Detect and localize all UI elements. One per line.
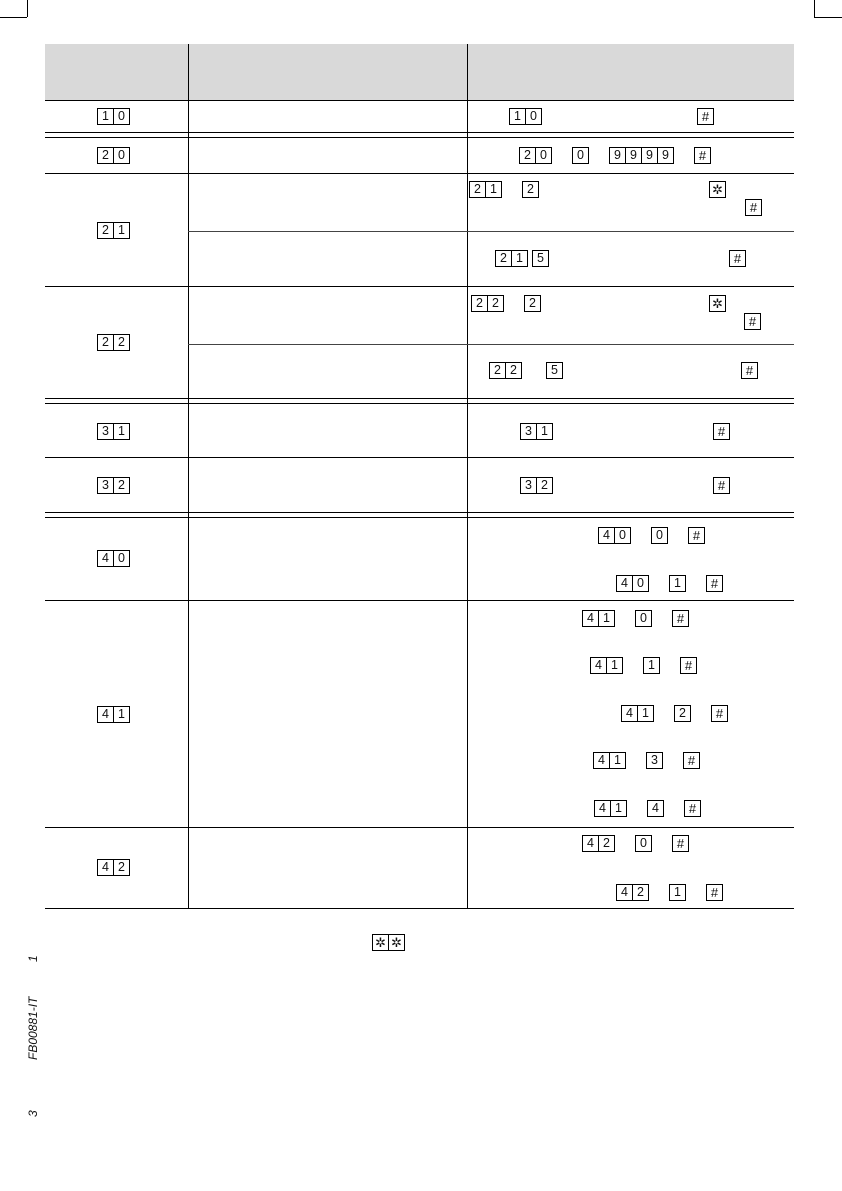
function-code [97,859,130,876]
digit-key: 9 [625,147,642,164]
function-code-group [97,423,130,440]
key-sequence [616,884,723,901]
sequence-keys-group [532,250,549,267]
key-sequence [594,800,701,817]
key-sequence [616,575,723,592]
hash-key-icon: # [680,657,697,674]
sequence-keys-group [674,705,691,722]
digit-key: 2 [522,181,539,198]
digit-key: 1 [97,108,114,125]
digit-key: 2 [97,147,114,164]
digit-key: 1 [609,752,626,769]
digit-key: 2 [674,705,691,722]
digit-key: 1 [669,575,686,592]
row-line [45,827,794,828]
sequence-keys-group [697,108,714,125]
key-sequence [509,108,714,125]
function-code-group [97,706,130,723]
digit-key: 1 [637,705,654,722]
sequence-keys-group [616,884,649,901]
crop-mark-top-right [814,17,842,18]
function-code [97,334,130,351]
sequence-keys-group [646,752,663,769]
crop-mark-top-left [0,17,27,18]
digit-key: 4 [97,859,114,876]
digit-key: 2 [505,362,522,379]
sequence-keys-group [616,575,649,592]
digit-key: 4 [97,550,114,567]
sequence-keys-group [694,147,711,164]
key-sequence [469,181,726,198]
digit-key: 2 [519,147,536,164]
hash-key-icon: # [706,884,723,901]
digit-key: 2 [598,835,615,852]
digit-key: 2 [97,334,114,351]
sequence-keys-group [471,295,504,312]
function-code [97,147,130,164]
digit-key: 4 [582,610,599,627]
sequence-keys-group [593,752,626,769]
digit-key: 2 [489,362,506,379]
sequence-keys-group [522,181,539,198]
hash-key-icon: # [694,147,711,164]
digit-key: 0 [113,550,130,567]
digit-key: 3 [520,423,537,440]
hash-key-icon: # [672,610,689,627]
hash-key-icon: # [744,313,761,330]
sequence-keys-group [519,147,552,164]
sequence-keys-group [520,423,553,440]
function-code-group [97,222,130,239]
sequence-keys-group [741,362,758,379]
digit-key: 2 [113,477,130,494]
digit-key: 2 [113,859,130,876]
crop-mark-top-left-v [27,0,28,17]
digit-key: 0 [614,527,631,544]
digit-key: 0 [113,108,130,125]
sequence-keys-group [524,295,541,312]
sequence-keys-group [709,295,726,312]
function-code [97,222,130,239]
sequence-keys-group [520,477,553,494]
digit-key: 4 [582,835,599,852]
key-sequence [590,657,697,674]
digit-key: 0 [572,147,589,164]
crop-mark-top-right-v [814,0,815,17]
row-line [45,173,794,174]
hash-key-icon: # [697,108,714,125]
sequence-keys-group [651,527,668,544]
digit-key: 4 [616,575,633,592]
row-line [45,512,794,513]
key-sequence [582,835,689,852]
sequence-keys-group [582,835,615,852]
function-code-group [97,859,130,876]
digit-key: 2 [632,884,649,901]
key-sequence [582,610,689,627]
row-line-sub [188,344,794,345]
row-line [45,517,794,518]
digit-key: 1 [536,423,553,440]
table-header [45,44,794,100]
digit-key: 3 [97,477,114,494]
digit-key: 1 [598,610,615,627]
digit-key: 1 [113,222,130,239]
digit-key: 2 [471,295,488,312]
digit-key: 2 [97,222,114,239]
key-sequence [471,295,726,312]
sequence-keys-group [683,752,700,769]
digit-key: 1 [509,108,526,125]
key-sequence-confirm [744,313,761,330]
row-line [45,132,794,133]
sequence-keys-group [672,610,689,627]
digit-key: 3 [97,423,114,440]
digit-key: 1 [643,657,660,674]
digit-key: 9 [609,147,626,164]
hash-key-icon: # [729,250,746,267]
sequence-keys-group [688,527,705,544]
sequence-keys-group [713,477,730,494]
digit-key: 2 [469,181,486,198]
sequence-keys-group [709,181,726,198]
digit-key: 0 [635,835,652,852]
confirm-keys-group [745,199,762,216]
digit-key: 0 [635,610,652,627]
sequence-keys-group [706,575,723,592]
row-line [45,137,794,138]
sequence-keys-group [546,362,563,379]
row-line [45,286,794,287]
confirm-keys-group [744,313,761,330]
row-line [45,100,794,101]
hash-key-icon: # [672,835,689,852]
document-code: FB00881-IT [26,996,40,1060]
row-line [45,908,794,909]
digit-key: 3 [646,752,663,769]
sequence-keys-group [590,657,623,674]
star-key-icon: ✲ [709,181,726,198]
row-line-sub [188,231,794,232]
hash-key-icon: # [741,362,758,379]
hash-key-icon: # [711,705,728,722]
function-code-group [97,108,130,125]
digit-key: 4 [621,705,638,722]
digit-key: 2 [113,334,130,351]
sequence-keys-group [598,527,631,544]
digit-key: 2 [524,295,541,312]
key-sequence [495,250,746,267]
digit-key: 1 [669,884,686,901]
sequence-keys-group [713,423,730,440]
row-line [45,403,794,404]
digit-key: 0 [113,147,130,164]
function-code-group [97,147,130,164]
function-code [97,108,130,125]
sequence-keys-group [711,705,728,722]
exit-keys-group [372,934,405,951]
function-code [97,423,130,440]
hash-key-icon: # [688,527,705,544]
key-sequence [593,752,700,769]
row-line [45,457,794,458]
hash-key-icon: # [713,477,730,494]
sequence-keys-group [647,800,664,817]
key-sequence [489,362,758,379]
digit-key: 1 [113,423,130,440]
digit-key: 2 [487,295,504,312]
digit-key: 1 [511,250,528,267]
hash-key-icon: # [684,800,701,817]
key-sequence [519,147,711,164]
digit-key: 1 [485,181,502,198]
sequence-keys-group [621,705,654,722]
digit-key: 9 [657,147,674,164]
star-key-icon: ✲ [709,295,726,312]
digit-key: 4 [590,657,607,674]
hash-key-icon: # [713,423,730,440]
sequence-keys-group [509,108,542,125]
function-code [97,550,130,567]
sequence-keys-group [469,181,502,198]
key-sequence [520,477,730,494]
key-sequence [621,705,728,722]
digit-key: 5 [546,362,563,379]
document-version: 1 [26,955,40,962]
star-key-icon: ✲ [388,934,405,951]
digit-key: 4 [616,884,633,901]
sequence-keys-group [635,835,652,852]
key-sequence-confirm [745,199,762,216]
sequence-keys-group [706,884,723,901]
key-sequence [598,527,705,544]
sequence-keys-group [669,884,686,901]
sequence-keys-group [680,657,697,674]
row-line [45,600,794,601]
digit-key: 2 [536,477,553,494]
digit-key: 1 [610,800,627,817]
hash-key-icon: # [706,575,723,592]
function-code-group [97,550,130,567]
function-code [97,477,130,494]
star-key-icon: ✲ [372,934,389,951]
hash-key-icon: # [683,752,700,769]
sequence-keys-group [572,147,589,164]
hash-key-icon: # [745,199,762,216]
digit-key: 0 [535,147,552,164]
sequence-keys-group [594,800,627,817]
exit-keys [372,934,405,951]
key-sequence [520,423,730,440]
digit-key: 9 [641,147,658,164]
page-number: 3 [26,1110,40,1117]
sequence-keys-group [609,147,674,164]
digit-key: 1 [606,657,623,674]
digit-key: 3 [520,477,537,494]
digit-key: 4 [594,800,611,817]
digit-key: 4 [647,800,664,817]
digit-key: 1 [113,706,130,723]
sequence-keys-group [669,575,686,592]
sequence-keys-group [489,362,522,379]
digit-key: 5 [532,250,549,267]
sequence-keys-group [635,610,652,627]
function-code [97,706,130,723]
function-code-group [97,477,130,494]
digit-key: 4 [97,706,114,723]
digit-key: 2 [495,250,512,267]
digit-key: 0 [525,108,542,125]
digit-key: 0 [651,527,668,544]
sequence-keys-group [495,250,528,267]
sequence-keys-group [643,657,660,674]
sequence-keys-group [729,250,746,267]
function-code-group [97,334,130,351]
sequence-keys-group [684,800,701,817]
digit-key: 4 [593,752,610,769]
row-line [45,398,794,399]
sequence-keys-group [672,835,689,852]
digit-key: 4 [598,527,615,544]
sequence-keys-group [582,610,615,627]
digit-key: 0 [632,575,649,592]
